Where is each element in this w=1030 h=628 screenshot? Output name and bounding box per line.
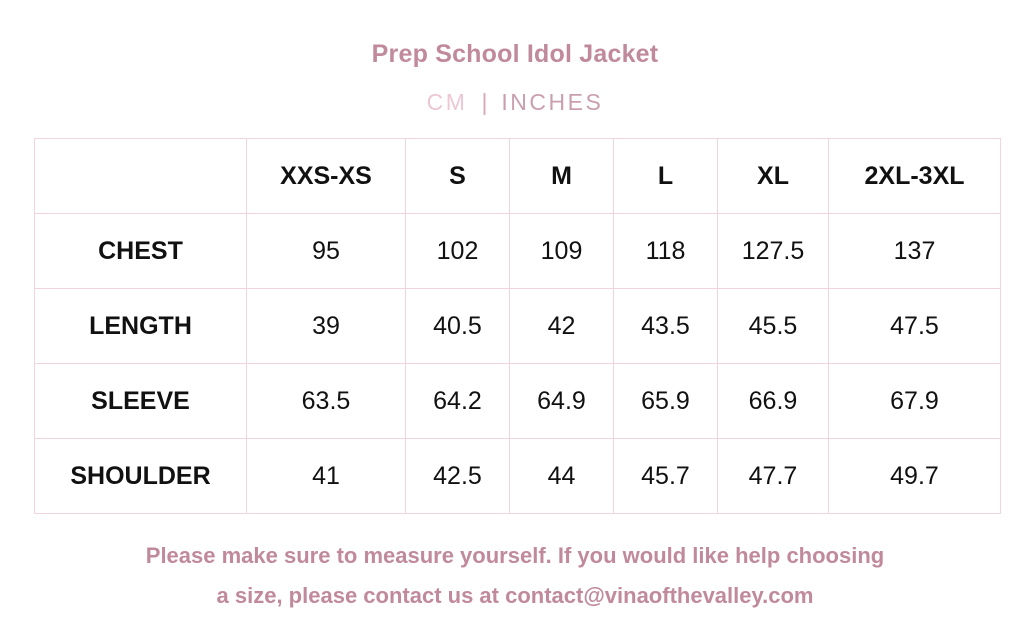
cell-sleeve-xl: 66.9 — [718, 364, 829, 439]
size-table-body — [35, 214, 1001, 514]
unit-cm-option[interactable]: CM — [426, 89, 468, 115]
cell-length-s: 40.5 — [406, 289, 510, 364]
cell-chest-xl: 127.5 — [718, 214, 829, 289]
table-header-row — [35, 139, 1001, 214]
cell-shoulder-xxs-xs: 41 — [247, 439, 406, 514]
row-label-sleeve: SLEEVE — [35, 364, 247, 439]
table-row — [35, 214, 1001, 289]
column-header-m: M — [510, 139, 614, 214]
cell-sleeve-l: 65.9 — [614, 364, 718, 439]
page-title: Prep School Idol Jacket — [371, 40, 659, 68]
column-header-xxs-xs: XXS-XS — [247, 139, 406, 214]
cell-shoulder-s: 42.5 — [406, 439, 510, 514]
cell-length-xl: 45.5 — [718, 289, 829, 364]
table-corner-cell — [35, 139, 247, 214]
table-row — [35, 439, 1001, 514]
measurement-note-line-2: a size, please contact us at contact@vinaofthevalley.com — [216, 582, 814, 608]
measurement-note — [25, 536, 1005, 615]
measurement-note-line-1: Please make sure to measure yourself. If you would like help choosing — [145, 543, 885, 568]
cell-sleeve-m: 64.9 — [510, 364, 614, 439]
cell-chest-m: 109 — [510, 214, 614, 289]
unit-toggle[interactable] — [427, 89, 604, 116]
cell-shoulder-2xl-3xl: 49.7 — [829, 439, 1001, 514]
cell-length-xxs-xs: 39 — [247, 289, 406, 364]
table-row — [35, 289, 1001, 364]
column-header-xl: XL — [718, 139, 829, 214]
table-row — [35, 364, 1001, 439]
cell-sleeve-s: 64.2 — [406, 364, 510, 439]
cell-sleeve-2xl-3xl: 67.9 — [829, 364, 1001, 439]
row-label-chest: CHEST — [35, 214, 247, 289]
cell-chest-2xl-3xl: 137 — [829, 214, 1001, 289]
cell-shoulder-m: 44 — [510, 439, 614, 514]
cell-shoulder-l: 45.7 — [614, 439, 718, 514]
row-label-shoulder: SHOULDER — [35, 439, 247, 514]
cell-chest-l: 118 — [614, 214, 718, 289]
cell-length-l: 43.5 — [614, 289, 718, 364]
cell-length-2xl-3xl: 47.5 — [829, 289, 1001, 364]
unit-inches-option[interactable]: INCHES — [501, 89, 604, 115]
cell-sleeve-xxs-xs: 63.5 — [247, 364, 406, 439]
size-table-head — [35, 139, 1001, 214]
row-label-length: LENGTH — [35, 289, 247, 364]
column-header-s: S — [406, 139, 510, 214]
column-header-2xl-3xl: 2XL-3XL — [829, 139, 1001, 214]
cell-length-m: 42 — [510, 289, 614, 364]
size-table-wrap — [34, 138, 996, 514]
cell-chest-s: 102 — [406, 214, 510, 289]
cell-chest-xxs-xs: 95 — [247, 214, 406, 289]
column-header-l: L — [614, 139, 718, 214]
cell-shoulder-xl: 47.7 — [718, 439, 829, 514]
unit-divider: | — [481, 89, 488, 115]
size-table — [34, 138, 1001, 514]
